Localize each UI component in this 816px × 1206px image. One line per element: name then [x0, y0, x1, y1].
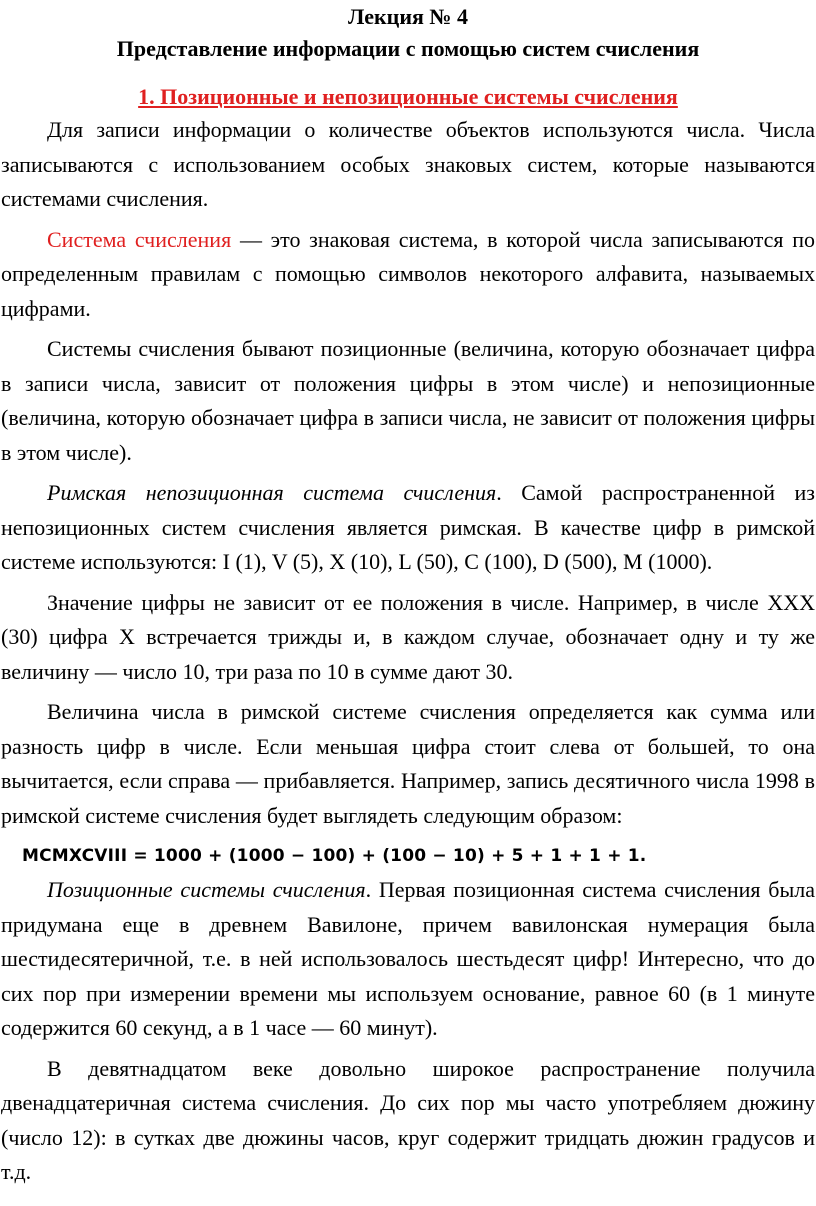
- paragraph-roman-value: Величина числа в римской системе счисления определяется как сумма или разность цифр в числе. Если меньшая цифра стоит слева от большей, то она вычитается, если справа — прибавляется. Например, запись десятичного числа 1998 в римской системе счисления будет выглядеть следующим образом:: [1, 699, 815, 828]
- term-number-system: Система счисления: [47, 226, 232, 252]
- positional-text: . Первая позиционная система счисления была придумана еще в древнем Вавилоне, причем вавилонская нумерация была шестидесятеричной, т.е. в ней использовалось шестьдесят цифр! Интересно, что до сих пор при измерении времени мы используем основание, равное 60 (в 1 минуте содержится 60 секунд, а в 1 часе — 60 минут).: [1, 877, 815, 1040]
- lecture-main-title: Представление информации с помощью систем счисления: [116, 36, 700, 61]
- term-positional-systems: Позиционные системы счисления: [47, 877, 366, 902]
- definition-text: — это знаковая система, в которой числа записываются по определенным правилам с помощью символов некоторого алфавита, называемых цифрами.: [1, 226, 815, 321]
- roman-text: . Самой распространенной из непозиционных систем счисления является римская. В качестве цифр в римской системе используются: I (1), V (5), X (10), L (50), C (100), D (500), M (1000).: [1, 480, 815, 574]
- paragraph-duodecimal: В девятнадцатом веке довольно широкое распространение получила двенадцатеричная система счисления. До сих пор мы часто употребляем дюжину (число 12): в сутках две дюжины часов, круг содержит тридцать дюжин градусов и т.д.: [1, 1055, 815, 1184]
- section-heading-positional: 1. Позиционные и непозиционные системы счисления: [138, 84, 678, 109]
- paragraph-roman: [1, 476, 815, 580]
- roman-formula: MCMXCVIII = 1000 + (1000 − 100) + (100 − 10) + 5 + 1 + 1 + 1.: [22, 846, 647, 866]
- term-roman-system: Римская непозиционная система счисления: [47, 480, 497, 505]
- paragraph-definition: [1, 223, 815, 327]
- paragraph-digit-value: Значение цифры не зависит от ее положения в числе. Например, в числе XXX (30) цифра X встречается трижды и, в каждом случае, обозначает одну и ту же величину — число 10, три раза по 10 в сумме дают 30.: [1, 589, 815, 684]
- paragraph-positional: [1, 873, 815, 1046]
- paragraph-intro: Для записи информации о количестве объектов используются числа. Числа записываются с использованием особых знаковых систем, которые называются системами счисления.: [1, 117, 815, 211]
- paragraph-types: Системы счисления бывают позиционные (величина, которую обозначает цифра в записи числа, зависит от положения цифры в этом числе) и непозиционные (величина, которую обозначает цифра в записи числа, не зависит от положения цифры в этом числе).: [1, 336, 815, 465]
- lecture-number-title: Лекция № 4: [347, 4, 469, 29]
